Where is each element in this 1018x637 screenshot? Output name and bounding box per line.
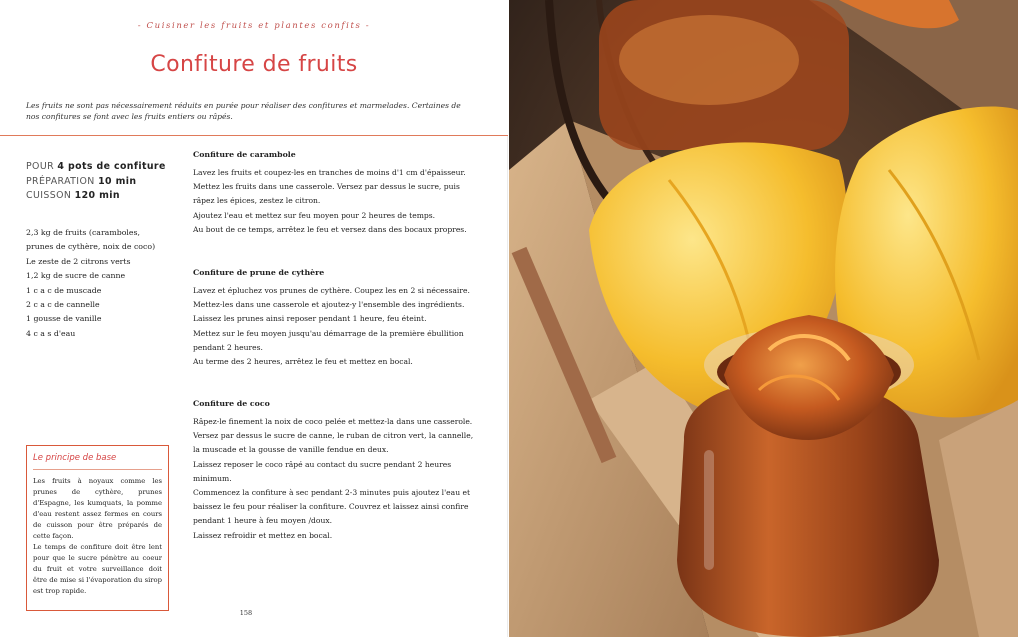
ingredient-item: 2 c a c de cannelle: [26, 300, 100, 310]
recipe-step: la muscade et la gousse de vanille fendue en deux.: [193, 445, 389, 455]
intro-text: Les fruits ne sont pas nécessairement réduits en purée pour réaliser des confitures et marmelades. Certaines de nos confitures se font avec les fruits entiers ou râpés.: [26, 101, 461, 121]
recipe-step: Au terme des 2 heures, arrêtez le feu et mettez en bocal.: [193, 357, 413, 367]
recipe-step: Commencez la confiture à sec pendant 2-3 minutes puis ajoutez l'eau et: [193, 488, 471, 498]
recipe-title: Confiture de carambole: [193, 150, 296, 159]
running-head: - Cuisiner les fruits et plantes confits -: [137, 21, 371, 31]
recipe-step: Râpez-le finement la noix de coco pelée et mettez-la dans une casserole.: [193, 417, 473, 426]
jam-jar-photo: [509, 0, 1018, 637]
ingredients-list: [26, 226, 176, 341]
recipe-step: Mettez les fruits dans une casserole. Versez par dessus le sucre, puis: [193, 182, 460, 192]
recipe-prune-de-cythere: [193, 268, 483, 369]
recipe-step: Lavez les fruits et coupez-les en tranches de moins d'1 cm d'épaisseur.: [193, 168, 466, 177]
recipe-step: Mettez-les dans une casserole et ajoutez-y l'ensemble des ingrédients.: [193, 300, 465, 310]
recipe-step: Versez par dessus le sucre de canne, le ruban de citron vert, la cannelle,: [193, 431, 474, 441]
recipe-step: râpez les épices, zestez le citron.: [193, 196, 321, 206]
ingredient-item: prunes de cythère, noix de coco): [26, 242, 156, 252]
recipe-step: Laissez reposer le coco râpé au contact du sucre pendant 2 heures: [193, 459, 452, 469]
tip-box-title: Le principe de base: [33, 453, 162, 470]
tip-paragraph: Le temps de confiture doit être lent pour que le sucre pénètre au coeur du fruit et votre surveillance doit être de mise si l'évaporation du sirop est trop rapide.: [33, 543, 162, 595]
recipe-carambole: [193, 150, 483, 237]
recipe-step: pendant 1 heure à feu moyen /doux.: [193, 516, 333, 526]
cook-time-line: [26, 189, 186, 204]
servings-label: POUR: [26, 161, 55, 172]
ingredient-item: 1 c a c de muscade: [26, 285, 102, 295]
background-jar-highlight: [619, 15, 799, 105]
left-page: [0, 0, 508, 637]
page-number: 158: [239, 609, 253, 617]
ingredient-item: 4 c a s d'eau: [26, 328, 76, 338]
recipe-step: Laissez refroidir et mettez en bocal.: [193, 530, 333, 540]
prep-time-value: 10 min: [98, 175, 137, 187]
ingredient-item: 2,3 kg de fruits (caramboles,: [26, 228, 140, 237]
recipe-step: minimum.: [193, 473, 232, 483]
recipe-step: Laissez les prunes ainsi reposer pendant 1 heure, feu éteint.: [193, 314, 427, 324]
recipe-meta: [26, 160, 186, 204]
ingredient-item: 1,2 kg de sucre de canne: [26, 271, 126, 281]
page-title: Confiture de fruits: [150, 52, 358, 77]
recipe-step: Ajoutez l'eau et mettez sur feu moyen pour 2 heures de temps.: [193, 210, 436, 220]
recipe-step: baissez le feu pour réaliser la confiture. Couvrez et laissez ainsi confire: [193, 502, 469, 512]
prep-time-line: [26, 175, 186, 190]
recipe-step: Lavez et épluchez vos prunes de cythère. Coupez les en 2 si nécessaire.: [193, 286, 470, 295]
ingredient-item: Le zeste de 2 citrons verts: [26, 256, 131, 266]
cook-time-label: CUISSON: [26, 190, 72, 201]
photo-page: [509, 0, 1018, 637]
recipe-step: pendant 2 heures.: [193, 342, 263, 352]
tip-box: [26, 445, 169, 611]
recipe-step: Mettez sur le feu moyen jusqu'au démarrage de la première ébullition: [193, 328, 464, 338]
title-header: [0, 0, 508, 136]
recipe-title: Confiture de prune de cythère: [193, 268, 325, 277]
tip-paragraph: Les fruits à noyaux comme les prunes de cythère, prunes d'Espagne, les kumquats, la pomme d'eau restent assez fermes en cours de cuisson pour être préparés de cette façon.: [33, 477, 162, 540]
jar-glass-highlight: [704, 450, 714, 570]
cook-time-value: 120 min: [74, 190, 120, 201]
recipe-title: Confiture de coco: [193, 399, 270, 408]
prep-time-label: PRÉPARATION: [26, 175, 95, 187]
recipe-step: Au bout de ce temps, arrêtez le feu et versez dans des bocaux propres.: [193, 224, 467, 234]
servings-line: [26, 160, 186, 175]
recipe-coco: [193, 399, 483, 543]
ingredient-item: 1 gousse de vanille: [26, 314, 102, 324]
servings-value: 4 pots de confiture: [57, 161, 166, 172]
